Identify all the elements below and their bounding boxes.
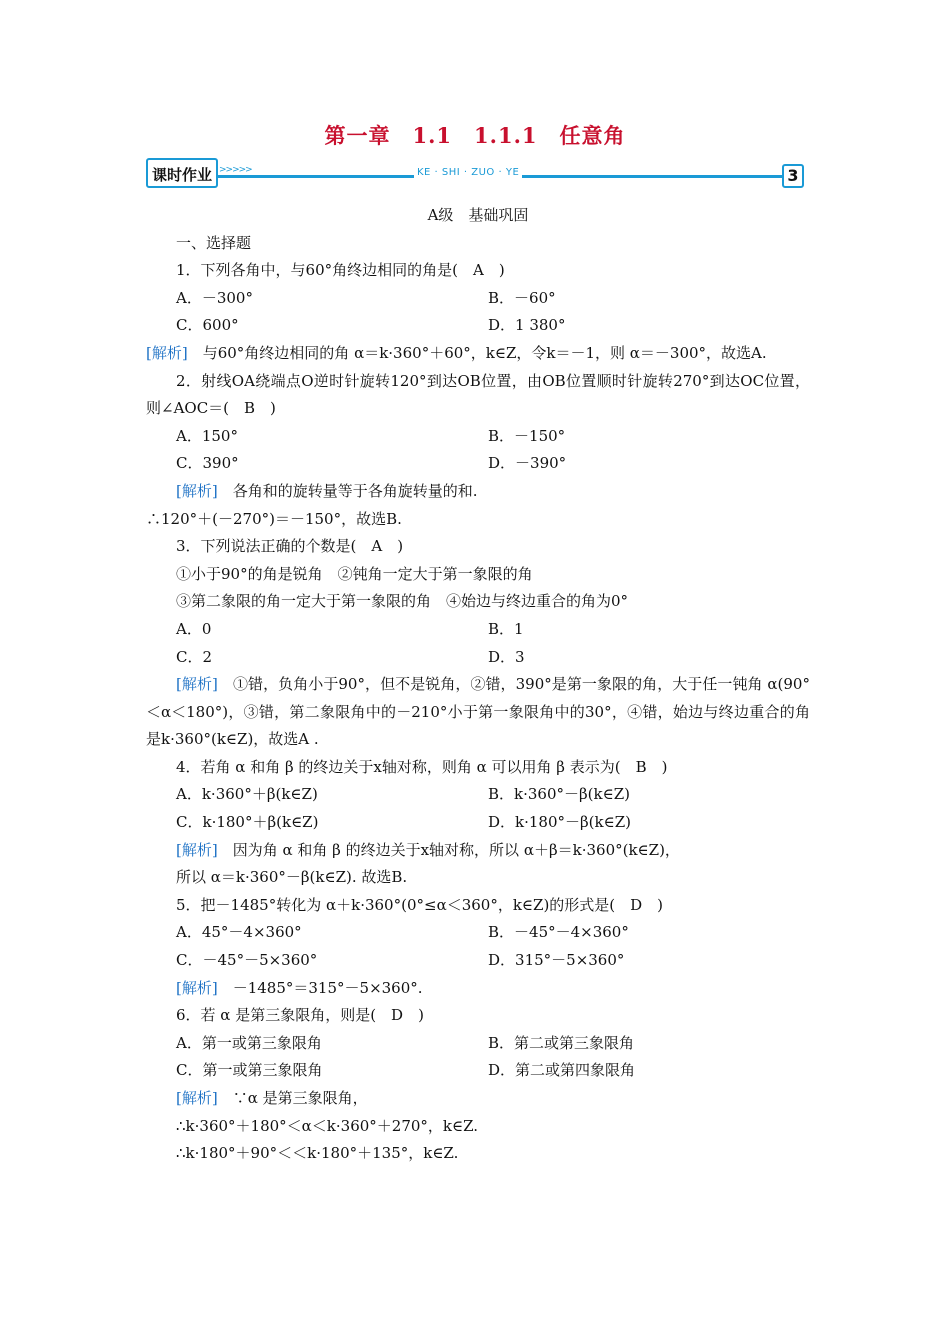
options-row bbox=[146, 616, 810, 644]
banner-label: 课时作业 bbox=[146, 158, 218, 188]
option: C．390° bbox=[176, 454, 239, 473]
option: A．0 bbox=[176, 619, 212, 638]
banner-arrows-icon: >>>>> bbox=[219, 165, 252, 175]
option: D．k·180°－β(k∈Z) bbox=[488, 813, 632, 832]
options-row bbox=[146, 423, 810, 451]
options-row bbox=[146, 809, 810, 837]
question-stem: 4．若角 α 和角 β 的终边关于x轴对称，则角 α 可以用角 β 表示为( B ) bbox=[176, 757, 668, 776]
analysis: [解析] ∵α 是第三象限角， bbox=[176, 1089, 368, 1107]
question-stem: 2．射线OA绕端点O逆时针旋转120°到达OB位置，由OB位置顺时针旋转270°到达OC位置，则∠AOC＝( B ) bbox=[146, 371, 810, 418]
options-row bbox=[146, 285, 810, 313]
option: B．－60° bbox=[488, 288, 556, 307]
analysis-tag: [解析] bbox=[146, 343, 188, 362]
statement: ①小于90°的角是锐角 ②钝角一定大于第一象限的角 bbox=[176, 564, 533, 583]
question-stem: 6．若 α 是第三象限角，则是( D ) bbox=[176, 1006, 424, 1025]
question-stem: 1．下列各角中，与60°角终边相同的角是( A ) bbox=[176, 261, 505, 280]
option: B．1 bbox=[488, 619, 524, 638]
option: A．150° bbox=[176, 426, 238, 445]
analysis-tag: [解析] bbox=[176, 840, 218, 859]
option: A．45°－4×360° bbox=[176, 923, 302, 942]
level-heading: A级 基础巩固 bbox=[427, 206, 529, 224]
options-row bbox=[146, 947, 810, 975]
option: B．－45°－4×360° bbox=[488, 923, 629, 942]
option: B．第二或第三象限角 bbox=[488, 1033, 635, 1052]
analysis-tag: [解析] bbox=[176, 675, 218, 694]
options-row bbox=[146, 644, 810, 672]
option: A．第一或第三象限角 bbox=[176, 1033, 322, 1052]
option: D．－390° bbox=[488, 454, 567, 473]
analysis: ∴k·360°＋180°＜α＜k·360°＋270°，k∈Z. bbox=[176, 1116, 479, 1135]
analysis-tag: [解析] bbox=[176, 978, 218, 997]
analysis: [解析] －1485°＝315°－5×360°. bbox=[176, 978, 423, 997]
option: D．3 bbox=[488, 647, 525, 666]
options-row bbox=[146, 1030, 810, 1058]
exercise-content bbox=[146, 202, 810, 1168]
option: C．k·180°＋β(k∈Z) bbox=[176, 813, 319, 832]
banner-pinyin: KE · SHI · ZUO · YE bbox=[414, 167, 522, 178]
analysis: 所以 α＝k·360°－β(k∈Z). 故选B. bbox=[176, 868, 408, 887]
analysis: [解析] 各角和的旋转量等于各角旋转量的和. bbox=[176, 481, 478, 500]
analysis: ∴k·180°＋90°＜＜k·180°＋135°，k∈Z. bbox=[176, 1144, 459, 1163]
part-heading: 一、选择题 bbox=[176, 233, 252, 252]
analysis: [解析] ①错，负角小于90°，但不是锐角，②错，390°是第一象限的角，大于任一钝角 α(90°＜α＜180°)，③错，第二象限角中的－210°小于第一象限角中的30°，④错，始边与终边重合的角是k·360°(k∈Z)，故选A . bbox=[146, 675, 810, 749]
question-stem: 5．把－1485°转化为 α＋k·360°(0°≤α＜360°，k∈Z)的形式是( D ) bbox=[176, 895, 664, 914]
option: A．k·360°＋β(k∈Z) bbox=[176, 785, 318, 804]
analysis-tag: [解析] bbox=[176, 1089, 218, 1107]
analysis: [解析] 与60°角终边相同的角 α＝k·360°＋60°，k∈Z，令k＝－1，则 α＝－300°，故选A. bbox=[146, 343, 767, 362]
option: D．1 380° bbox=[488, 316, 566, 335]
options-row bbox=[146, 919, 810, 947]
analysis-tag: [解析] bbox=[176, 481, 218, 500]
options-row bbox=[146, 312, 810, 340]
option: C．600° bbox=[176, 316, 239, 335]
option: C．第一或第三象限角 bbox=[176, 1061, 323, 1080]
option: C．2 bbox=[176, 647, 213, 666]
option: C．－45°－5×360° bbox=[176, 951, 318, 970]
option: A．－300° bbox=[176, 288, 253, 307]
options-row bbox=[146, 1057, 810, 1085]
analysis: [解析] 因为角 α 和角 β 的终边关于x轴对称，所以 α＋β＝k·360°(k∈Z)， bbox=[176, 840, 680, 859]
banner-number-badge: 3 bbox=[782, 164, 804, 188]
statement: ③第二象限的角一定大于第一象限的角 ④始边与终边重合的角为0° bbox=[176, 592, 629, 611]
homework-banner bbox=[146, 158, 806, 196]
option: D．第二或第四象限角 bbox=[488, 1061, 636, 1080]
question-stem: 3．下列说法正确的个数是( A ) bbox=[176, 537, 404, 556]
options-row bbox=[146, 450, 810, 478]
analysis: ∴120°＋(－270°)＝－150°，故选B. bbox=[146, 509, 402, 528]
options-row bbox=[146, 781, 810, 809]
option: B．－150° bbox=[488, 426, 566, 445]
page-title: 第一章 1.1 1.1.1 任意角 bbox=[324, 123, 626, 148]
option: B．k·360°－β(k∈Z) bbox=[488, 785, 631, 804]
option: D．315°－5×360° bbox=[488, 951, 625, 970]
